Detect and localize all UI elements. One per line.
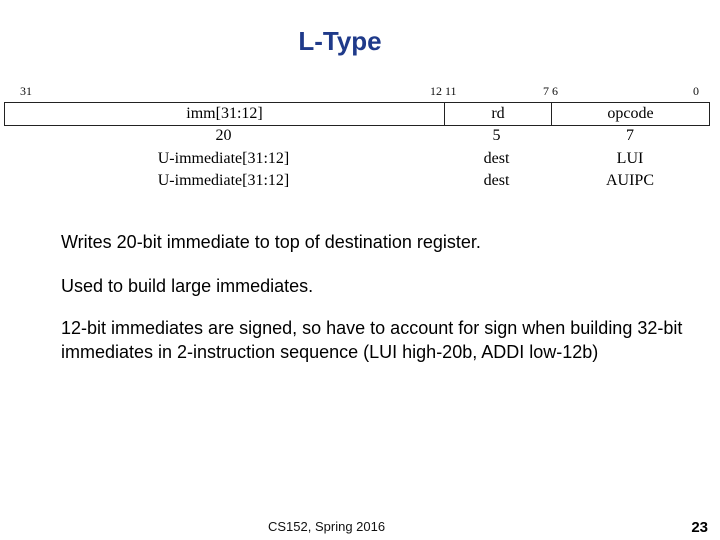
field-opcode: opcode xyxy=(551,103,709,125)
field-imm: imm[31:12] xyxy=(186,105,263,122)
page-number: 23 xyxy=(691,519,708,536)
instruction-row-lui xyxy=(4,148,710,170)
bit-label-31: 31 xyxy=(20,84,32,98)
instruction-row-auipc xyxy=(4,170,710,192)
paragraph-1: Writes 20-bit immediate to top of destination register. xyxy=(61,232,481,252)
width-imm: 20 xyxy=(215,127,232,144)
field-widths-row xyxy=(4,125,710,147)
width-rd: 5 xyxy=(492,127,501,144)
row-lui-imm: U-immediate[31:12] xyxy=(157,150,290,167)
paragraph-3: 12-bit immediates are signed, so have to account for sign when building 32-bit immediates in 2-instruction sequence (LUI high-20b, ADDI low-12b) xyxy=(61,318,683,362)
row-lui-opcode: LUI xyxy=(616,150,644,167)
width-opcode: 7 xyxy=(626,127,634,144)
row-auipc-imm: U-immediate[31:12] xyxy=(157,172,290,189)
row-auipc-rd: dest xyxy=(483,172,510,189)
bit-label-0: 0 xyxy=(693,84,699,98)
slide-title: L-Type xyxy=(298,26,382,56)
paragraph-2: Used to build large immediates. xyxy=(61,276,314,296)
field-rd: rd xyxy=(444,103,551,125)
encoding-format-box xyxy=(4,102,710,126)
row-auipc-opcode: AUIPC xyxy=(605,172,654,189)
bit-label-12-11: 12 11 xyxy=(430,84,457,98)
slide-footer: CS152, Spring 2016 xyxy=(268,519,386,534)
bit-label-7-6: 7 6 xyxy=(543,84,558,98)
row-lui-rd: dest xyxy=(483,150,510,167)
